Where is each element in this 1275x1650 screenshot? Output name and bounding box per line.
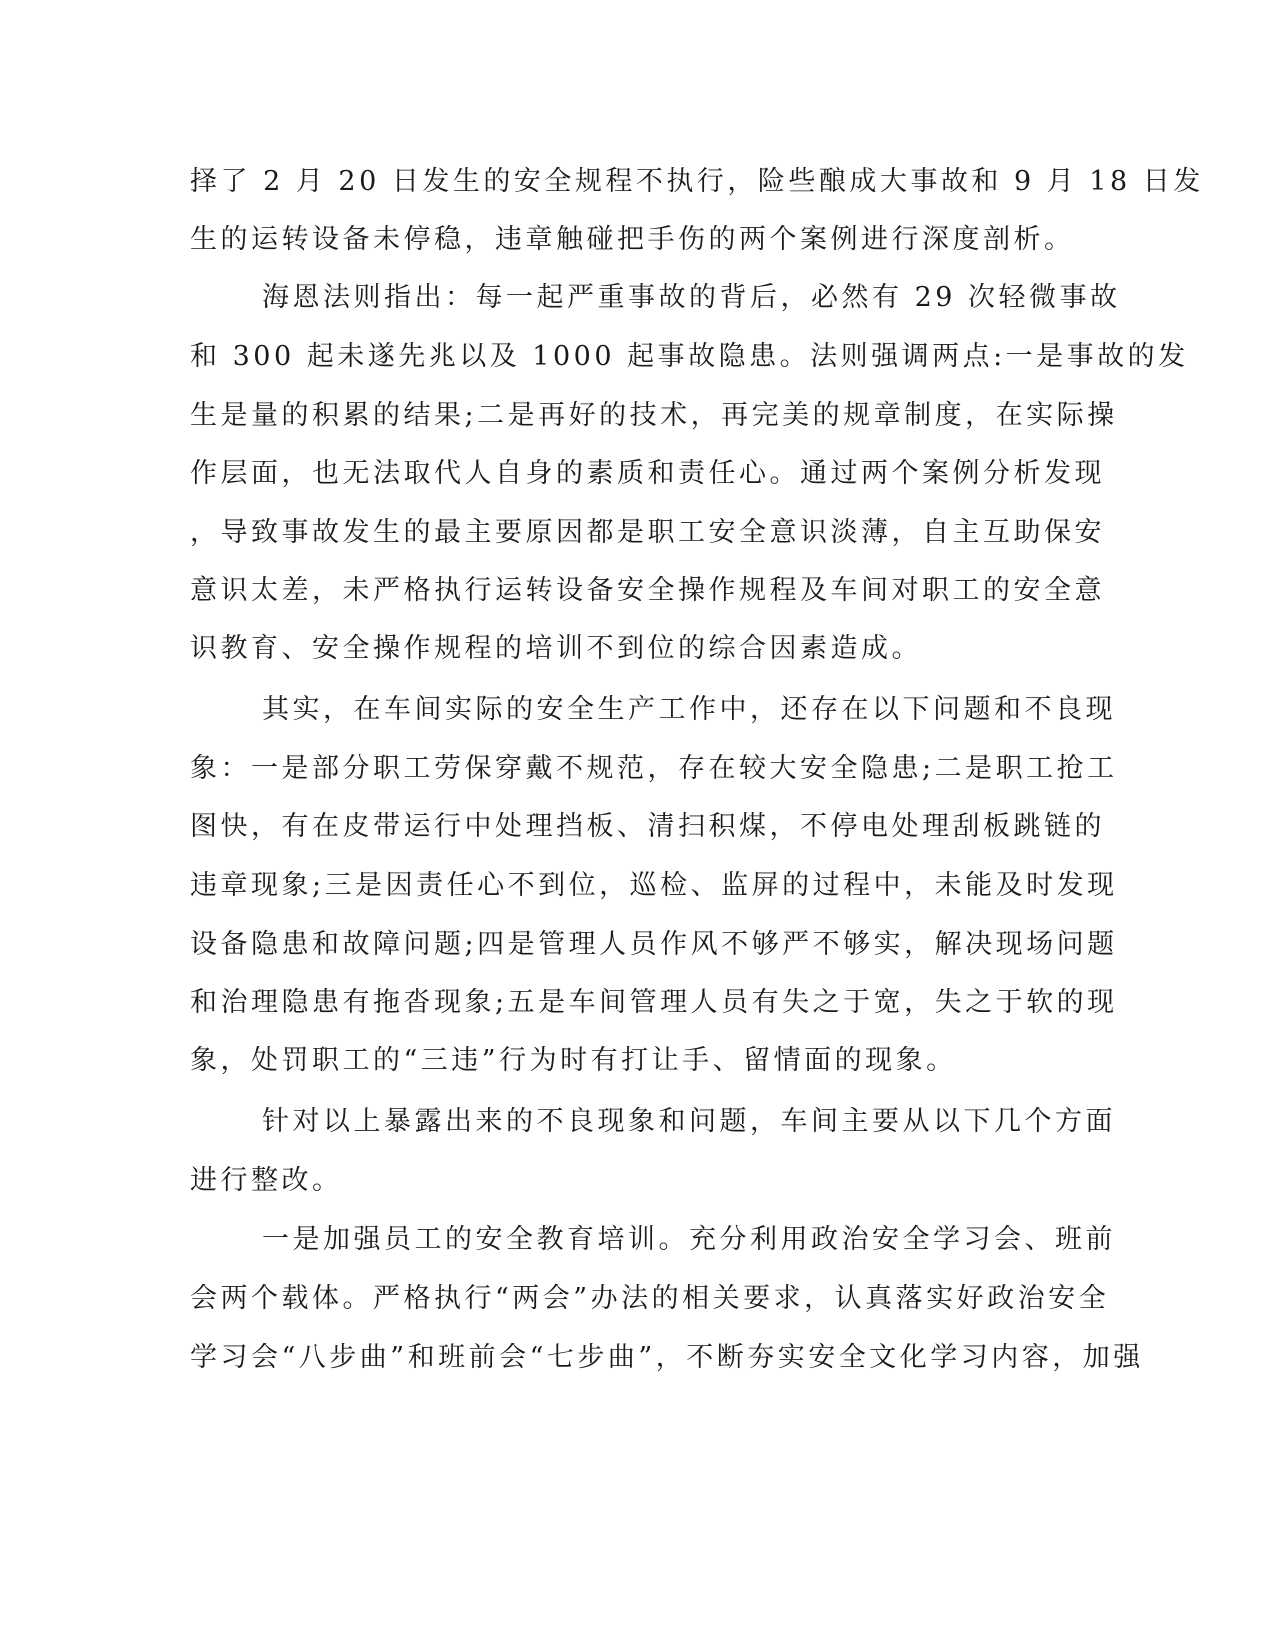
text-line: 意识太差，未严格执行运转设备安全操作规程及车间对职工的安全意 bbox=[190, 575, 1105, 606]
paragraph-first-line: 针对以上暴露出来的不良现象和问题，车间主要从以下几个方面 bbox=[262, 1106, 1116, 1137]
paragraph-first-line: 一是加强员工的安全教育培训。充分利用政治安全学习会、班前 bbox=[262, 1224, 1116, 1255]
text-line: 设备隐患和故障问题;四是管理人员作风不够严不够实，解决现场问题 bbox=[190, 929, 1118, 960]
text-line: ，导致事故发生的最主要原因都是职工安全意识淡薄，自主互助保安 bbox=[190, 517, 1105, 548]
text-line: 识教育、安全操作规程的培训不到位的综合因素造成。 bbox=[190, 633, 922, 664]
text-line: 违章现象;三是因责任心不到位，巡检、监屏的过程中，未能及时发现 bbox=[190, 870, 1118, 901]
paragraph-first-line: 其实，在车间实际的安全生产工作中，还存在以下问题和不良现 bbox=[262, 694, 1116, 725]
paragraph-first-line: 海恩法则指出：每一起严重事故的背后，必然有 29 次轻微事故 bbox=[262, 282, 1121, 313]
text-line: 进行整改。 bbox=[190, 1165, 343, 1196]
text-line: 和 300 起未遂先兆以及 1000 起事故隐患。法则强调两点:一是事故的发 bbox=[190, 341, 1189, 372]
text-line: 学习会“八步曲”和班前会“七步曲”，不断夯实安全文化学习内容，加强 bbox=[190, 1342, 1144, 1373]
text-line: 作层面，也无法取代人自身的素质和责任心。通过两个案例分析发现 bbox=[190, 458, 1105, 489]
text-line: 象，处罚职工的“三违”行为时有打让手、留情面的现象。 bbox=[190, 1045, 957, 1076]
text-line: 和治理隐患有拖沓现象;五是车间管理人员有失之于宽，失之于软的现 bbox=[190, 987, 1118, 1018]
text-line: 象：一是部分职工劳保穿戴不规范，存在较大安全隐患;二是职工抢工 bbox=[190, 753, 1118, 784]
text-line: 生是量的积累的结果;二是再好的技术，再完美的规章制度，在实际操 bbox=[190, 400, 1118, 431]
text-line: 生的运转设备未停稳，违章触碰把手伤的两个案例进行深度剖析。 bbox=[190, 224, 1075, 255]
text-line: 会两个载体。严格执行“两会”办法的相关要求，认真落实好政治安全 bbox=[190, 1283, 1110, 1314]
text-line: 择了 2 月 20 日发生的安全规程不执行，险些酿成大事故和 9 月 18 日发 bbox=[190, 166, 1204, 197]
text-line: 图快，有在皮带运行中处理挡板、清扫积煤，不停电处理刮板跳链的 bbox=[190, 811, 1105, 842]
